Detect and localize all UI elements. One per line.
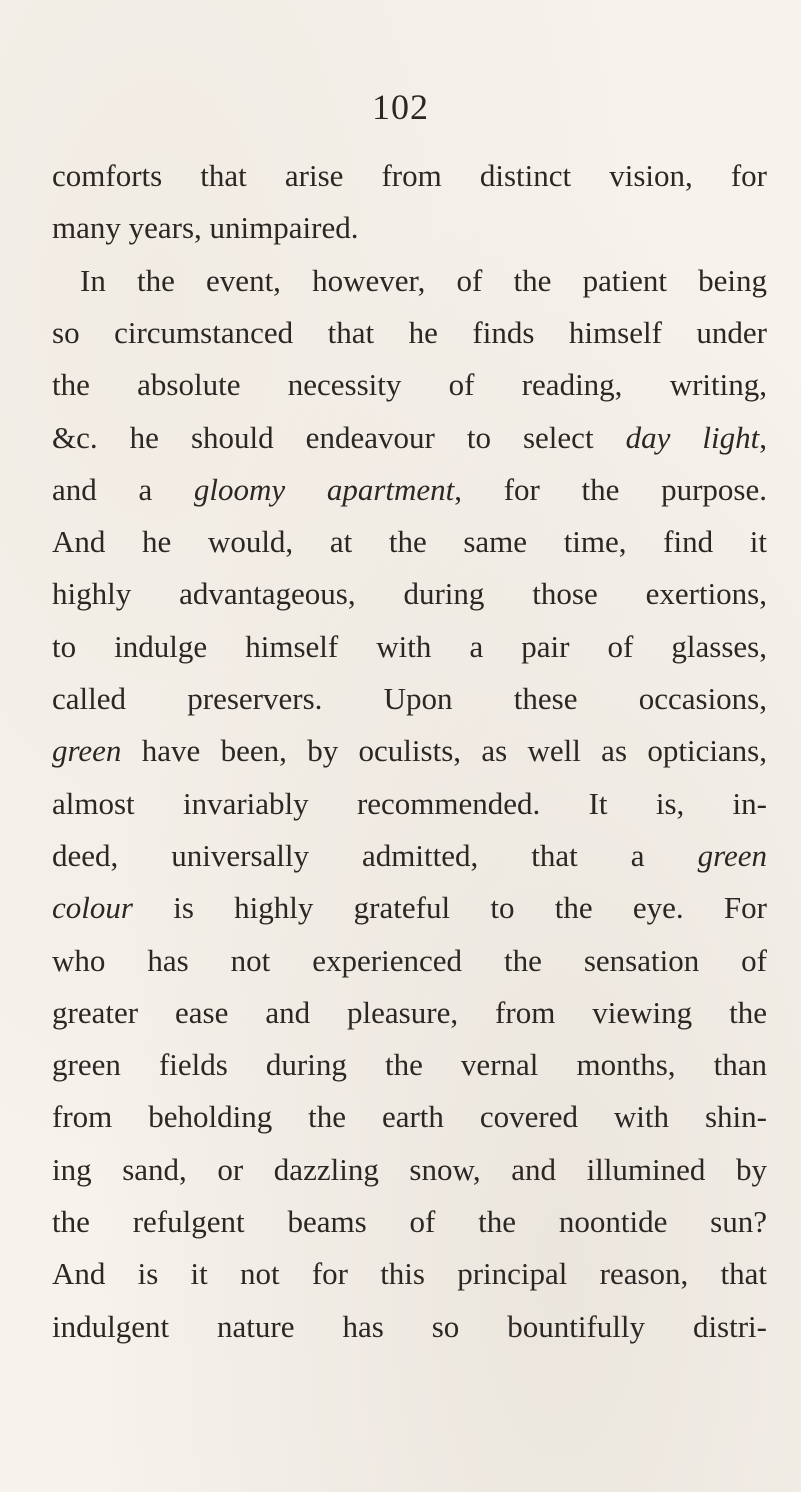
text-segment: from beholding the earth covered with shin- [52,1099,767,1135]
text-line [52,1142,767,1198]
text-line [52,1037,767,1093]
text-segment: the refulgent beams of the noontide sun? [52,1204,767,1239]
text-segment: indulgent nature has so bountifully distri- [52,1308,767,1344]
text-line [52,828,767,884]
text-line [52,985,767,1041]
text-segment: , [759,419,767,455]
text-segment: so circumstanced that he finds himself under [52,314,767,350]
text-line [52,200,767,256]
text-line [52,514,767,570]
text-segment: deed, universally admitted, that a [52,837,698,873]
italic-text: green [52,733,122,769]
text-segment: And is it not for this principal reason, that [52,1256,767,1292]
text-segment: In the event, however, of the patient being [80,262,767,298]
text-line [52,410,767,466]
text-line [52,671,767,727]
text-segment: highly advantageous, during those exertions, [52,576,767,612]
italic-text: green [697,837,767,873]
text-line [52,357,767,413]
text-line [52,933,767,989]
text-segment: And he would, at the same time, find it [52,524,767,560]
text-segment: green fields during the vernal months, than [52,1047,767,1083]
text-segment: the absolute necessity of reading, writing, [52,367,767,403]
text-line [52,1246,767,1302]
text-line [52,253,767,309]
text-line [52,880,767,936]
text-segment: to indulge himself with a pair of glasses, [52,628,767,664]
text-segment: greater ease and pleasure, from viewing the [52,994,767,1030]
text-line [52,462,767,518]
text-segment: &c. he should endeavour to select [52,419,626,455]
text-segment: , for the purpose. [454,471,767,507]
text-line [52,776,767,832]
text-segment: many years, unimpaired. [52,210,359,246]
text-segment: have been, by oculists, as well as opticians, [121,733,767,769]
text-segment: comforts that arise from distinct vision, for [52,158,767,193]
italic-text: gloomy apartment [193,471,455,507]
text-line [52,723,767,779]
text-segment: ing sand, or dazzling snow, and illumined by [52,1151,767,1187]
text-line [52,1089,767,1145]
page-number: 102 [372,87,429,127]
text-segment: who has not experienced the sensation of [52,942,767,978]
text-line [52,1194,767,1250]
italic-text: day light [625,419,760,455]
text-segment: called preservers. Upon these occasions, [52,681,767,716]
text-line [52,1299,767,1355]
text-segment: and a [52,471,194,507]
text-line [52,566,767,622]
text-segment: is highly grateful to the eye. For [132,890,767,926]
text-line [52,619,767,675]
text-line [52,148,767,204]
text-line [52,305,767,361]
text-segment: almost invariably recommended. It is, in- [52,785,767,821]
italic-text: colour [52,890,133,926]
